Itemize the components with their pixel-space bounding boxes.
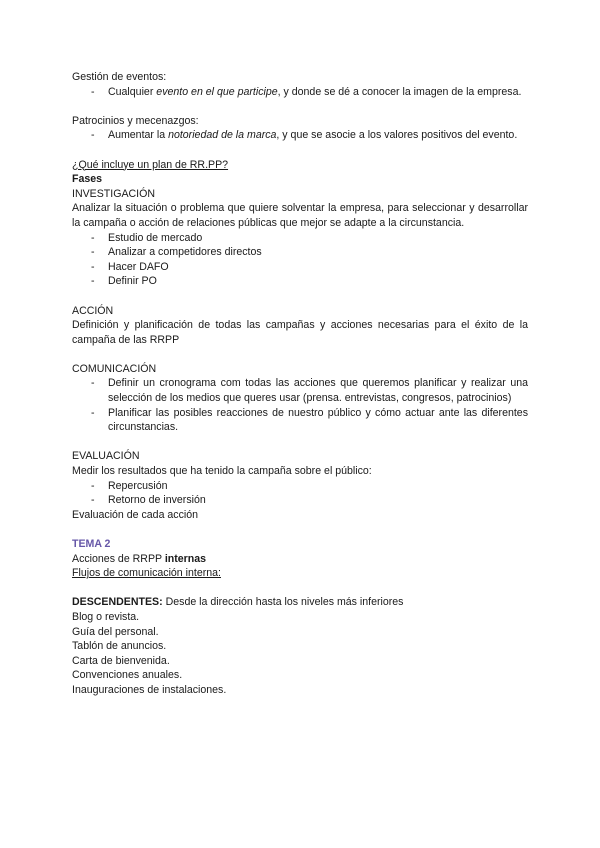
evaluation-title: EVALUACIÓN xyxy=(72,450,140,463)
evaluation-list xyxy=(72,479,528,508)
investigation-text: Analizar la situación o problema que quiere solventar la empresa, para seleccionar y desarrollar la campaña o acción de relaciones públicas que mejor se adapte a la circunstancia. xyxy=(72,202,528,229)
list-item: - Estudio de mercado xyxy=(72,231,528,246)
list-item: Blog o revista. xyxy=(72,610,140,623)
descending-line xyxy=(72,595,528,610)
list-item xyxy=(72,85,528,100)
actions-bold: internas xyxy=(164,552,207,565)
list-item: Guía del personal. xyxy=(72,625,159,638)
flows-heading: Flujos de comunicación interna: xyxy=(72,567,221,580)
list-item xyxy=(72,128,528,143)
document-page xyxy=(72,70,528,698)
plan-question: ¿Qué incluye un plan de RR.PP? xyxy=(72,158,229,171)
communication-list xyxy=(72,376,528,434)
list-item: - Planificar las posibles reacciones de nuestro público y cómo actuar ante las diferentes circunstancias. xyxy=(72,406,528,435)
evaluation-closing: Evaluación de cada acción xyxy=(72,508,199,521)
sponsorship-list xyxy=(72,128,528,143)
descending-label: DESCENDENTES: xyxy=(72,596,163,609)
sponsorship-heading: Patrocinios y mecenazgos: xyxy=(72,114,199,127)
list-item: Tablón de anuncios. xyxy=(72,640,167,653)
events-heading: Gestión de eventos: xyxy=(72,71,167,83)
item-text: , y que se asocie a los valores positivos del evento. xyxy=(276,129,518,142)
list-item: Inauguraciones de instalaciones. xyxy=(72,683,227,696)
item-emphasis: notoriedad de la marca xyxy=(168,129,277,142)
list-item: - Analizar a competidores directos xyxy=(72,245,528,260)
action-title: ACCIÓN xyxy=(72,304,114,317)
item-text: Aumentar la xyxy=(108,129,169,142)
list-item: Carta de bienvenida. xyxy=(72,654,170,667)
communication-title: COMUNICACIÓN xyxy=(72,362,157,375)
descending-text: Desde la dirección hasta los niveles más inferiores xyxy=(162,596,404,609)
list-item: - Repercusión xyxy=(72,479,528,494)
investigation-title: INVESTIGACIÓN xyxy=(72,187,155,200)
list-item: - Definir un cronograma com todas las acciones que queremos planificar y realizar una selección de los medios que queres usar (prensa. entrevistas, congresos, patrocinios) xyxy=(72,376,528,405)
actions-text: Acciones de RRPP xyxy=(72,552,165,565)
events-list xyxy=(72,85,528,100)
investigation-list xyxy=(72,231,528,289)
item-text: Cualquier xyxy=(108,85,157,98)
evaluation-text: Medir los resultados que ha tenido la campaña sobre el público: xyxy=(72,465,372,478)
tema-heading: TEMA 2 xyxy=(72,538,111,550)
item-text: , y donde se dé a conocer la imagen de la empresa. xyxy=(277,85,522,98)
internal-actions-line xyxy=(72,552,528,567)
list-item: - Hacer DAFO xyxy=(72,260,528,275)
action-text: Definición y planificación de todas las campañas y acciones necesarias para el éxito de la campaña de las RRPP xyxy=(72,319,528,346)
phases-heading: Fases xyxy=(72,173,103,186)
list-item: - Definir PO xyxy=(72,274,528,289)
list-item: Convenciones anuales. xyxy=(72,669,183,682)
item-emphasis: evento en el que participe xyxy=(156,85,278,98)
list-item: - Retorno de inversión xyxy=(72,493,528,508)
